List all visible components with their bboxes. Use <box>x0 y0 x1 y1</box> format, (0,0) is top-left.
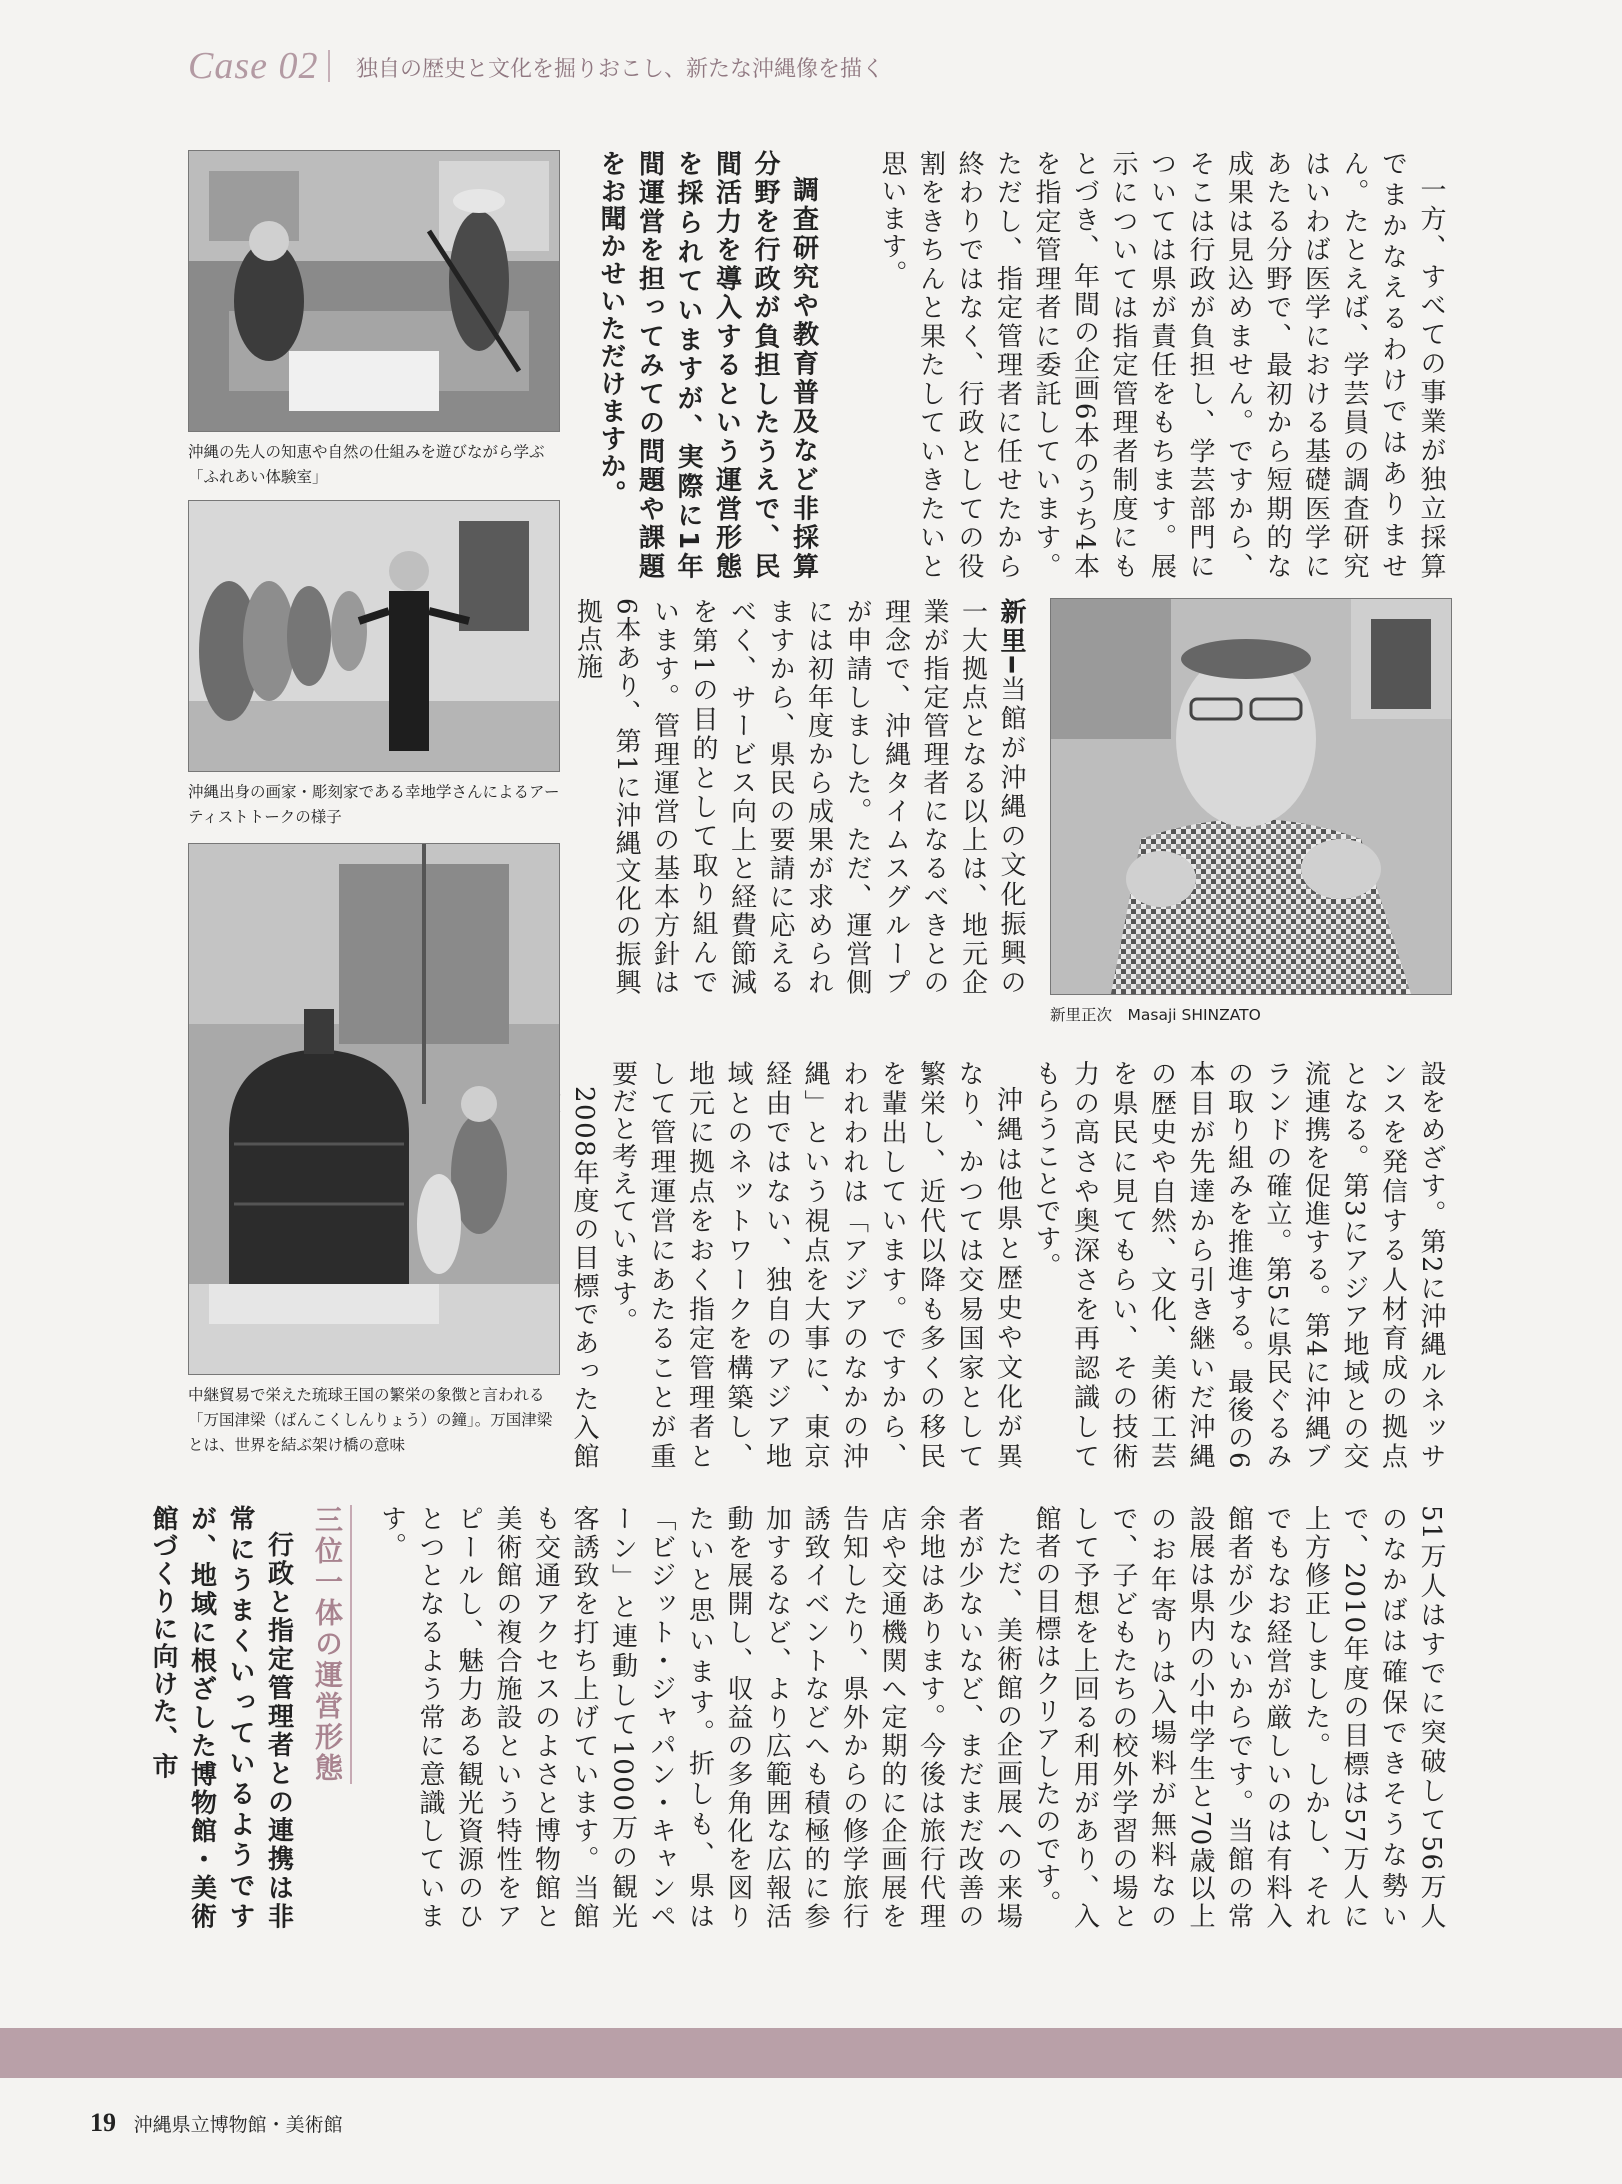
article-column-1 <box>596 150 1450 581</box>
case-label: Case 02 <box>188 45 319 87</box>
interviewer-question: 調査研究や教育普及など非採算分野を行政が負担したうえで、民間活力を導入するという運営形態を採られていますが、実際に1年間運営を担ってみての問題や課題をお聞かせいただけますか。 <box>596 150 819 580</box>
interviewer-question: 行政と指定管理者との連携は非常にうまくいっているようですが、地域に根ざした博物館・美術館づくりに向けた、市 <box>148 1505 294 1930</box>
header-divider <box>328 50 330 82</box>
paragraph: 沖縄は他県と歴史や文化が異なり、かつては交易国家として繁栄し、近代以降も多くの移民を輩出しています。ですから、われわれは「アジアのなかの沖縄」という視点を大事に、東京経由ではない、独自のアジア地域とのネットワークを構築し、地元に拠点をおく指定管理者として管理運営にあたることが重要だと考えています。 <box>607 1060 1023 1470</box>
portrait-photo <box>1050 598 1452 995</box>
photo-artist-talk <box>188 500 560 772</box>
answer-text: 当館が沖縄の文化振興の一大拠点となる以上は、地元企業が指定管理者になるべきとの理念で、沖縄タイムスグループが申請しました。ただ、運営側には初年度から成果が求められますから、県民の要請に応えるべく、サービス向上と経費節減を第1の目的として取り組んでいます。管理運営の基本方針は6本あり、第1に沖縄文化の振興拠点施 <box>572 598 1026 997</box>
article-column-3 <box>148 1505 1450 1930</box>
photo-bankoku-shinryo-bell <box>188 843 560 1375</box>
speaker-dash: ━ <box>996 656 1026 674</box>
publication-name: 沖縄県立博物館・美術館 <box>133 2114 343 2136</box>
hands-on-room-image <box>189 151 559 431</box>
section-heading: 三位一体の運営形態 <box>308 1505 353 1784</box>
case-title: 独自の歴史と文化を掘りおこし、新たな沖縄像を描く <box>356 57 885 82</box>
photo-hands-on-room <box>188 150 560 432</box>
paragraph: 2008年度の目標であった入館 <box>569 1086 599 1470</box>
paragraph: 一方、すべての事業が独立採算でまかなえるわけではありません。たとえば、学芸員の調査研究はいわば医学における基礎医学にあたる分野で、最初から短期的な成果は見込めません。ですから、そこは行政が負担し、学芸部門については県が責任をもちます。展示については指定管理者制度にもとづき、年間の企画6本のうち4本を指定管理者に委託しています。ただし、指定管理者に任せたから終わりではなく、行政としての役割をきちんと果たしていきたいと思います。 <box>877 150 1446 581</box>
photo-2-caption: 沖縄出身の画家・彫刻家である幸地学さんによるアーティストトークの様子 <box>188 783 560 826</box>
article-column-2a <box>572 598 1030 997</box>
paragraph: 51万人はすでに突破して56万人のなかばは確保できそうな勢いで、2010年度の目標は57万人に上方修正しました。しかし、それでもなお経営が厳しいのは有料入館者が少ないからです。当館の常設展は県内の小中学生と70歳以上のお年寄りは入場料が無料なので、子どもたちの校外学習の場として予想を上回る利用があり、入館者の目標はクリアしたのです。 <box>1031 1505 1446 1930</box>
footer-band <box>0 2028 1622 2078</box>
portrait-caption: 新里正次 Masaji SHINZATO <box>1050 1006 1261 1024</box>
page-number: 19 <box>90 2108 116 2137</box>
bell-image <box>189 844 559 1374</box>
section-heading-wrap <box>308 1505 353 1930</box>
answer-paragraph <box>568 598 1030 996</box>
paragraph: 設をめざす。第2に沖縄ルネッサンスを発信する人材育成の拠点となる。第3にアジア地域との交流連携を促進する。第4に沖縄ブランドの確立。第5に県民ぐるみの取り組みを推進する。最後の6本目が先達から引き継いだ沖縄の歴史や自然、文化、美術工芸を県民に見てもらい、その技術力の高さや奥深さを再認識してもらうことです。 <box>1031 1060 1446 1470</box>
running-header <box>188 44 1488 87</box>
folio <box>90 2108 343 2138</box>
artist-talk-image <box>189 501 559 771</box>
speaker-name: 新里 <box>996 598 1026 657</box>
portrait-image <box>1051 599 1451 994</box>
photo-3-caption: 中継貿易で栄えた琉球王国の繁栄の象徴と言われる「万国津梁（ばんこくしんりょう）の鐘」。万国津梁とは、世界を結ぶ架け橋の意味 <box>188 1386 553 1454</box>
photo-1-caption: 沖縄の先人の知恵や自然の仕組みを遊びながら学ぶ「ふれあい体験室」 <box>188 443 545 486</box>
paragraph: ただ、美術館の企画展への来場者が少ないなど、まだまだ改善の余地はあります。今後は旅行代理店や交通機関へ定期的に企画展を告知したり、県外からの修学旅行誘致イベントなどへも積極的に参加するなど、より広範囲な広報活動を展開し、収益の多角化を図りたいと思います。折しも、県は「ビジット・ジャパン・キャンペーン」と連動して1000万の観光客誘致を打ち上げています。当館も交通アクセスのよさと博物館と美術館の複合施設という特性をアピールし、魅力ある観光資源のひとつとなるよう常に意識しています。 <box>376 1505 1023 1930</box>
article-column-2b <box>569 1060 1450 1470</box>
